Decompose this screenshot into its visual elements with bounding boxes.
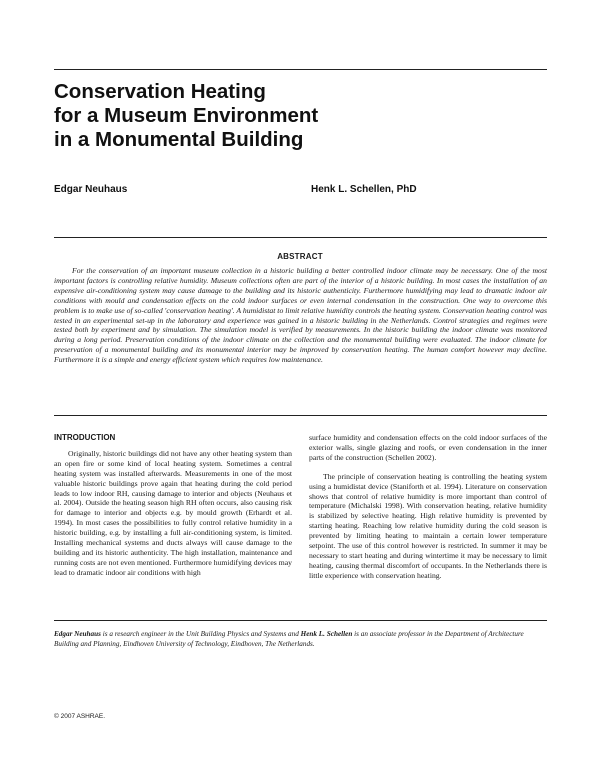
author-second: Henk L. Schellen, PhD [311, 184, 417, 195]
author-footnote [54, 630, 547, 649]
title-line-1: Conservation Heating [54, 80, 266, 103]
author-first: Edgar Neuhaus [54, 184, 128, 195]
title-line-2: for a Museum Environment [54, 104, 319, 127]
title-line-3: in a Monumental Building [54, 128, 304, 151]
copyright-notice: © 2007 ASHRAE. [54, 713, 106, 720]
intro-paragraph-2: The principle of conservation heating is controlling the heating system using a humidistat device (Staniforth et al. 1994). Literature on conservation shows that control of relative humidity is more important than control of temperature (Michalski 1998). With conservation heating, relative humidity is stabilized by selective heating. High relative humidity is prevented by starting heating. Reaching low relative humidity during the cold season is prevented by limiting heating to maintain a certain lower temperature setpoint. The use of this control however is restricted. In summer it may be necessary to start heating and during wintertime it may be necessary to limit heating, causing thermal discomfort of occupants. In the Netherlands there is little experience with conservation heating. [309, 471, 547, 580]
footnote-name-2: Henk L. Schellen [300, 630, 353, 638]
left-column [54, 433, 292, 578]
abstract-top-rule [54, 237, 547, 238]
footnote-text-1: is a research engineer in the Unit Building Physics and Systems and [100, 630, 301, 638]
footnote-rule [54, 620, 547, 621]
footnote-text-2: is an associate professor in the Department of Architecture Building and Planning, Eindhoven University of Technology, Eindhoven, The Netherlands. [54, 630, 524, 648]
abstract-text: For the conservation of an important museum collection in a historic building a better controlled indoor climate may be necessary. One of the most important factors is controlling relative humidity. Museum collections often are part of the interior of a historic building. In most cases the installation of an expensive air-conditioning system may cause damage to the building and its historic authenticity. Furthermore humidifying may lead to dramatic indoor air conditions with mould and condensation effects on the cold indoor surfaces or even internal condensation in the construction. One way to overcome this problem is to make use of so-called 'conservation heating'. A humidistat to limit relative humidity controls the heating system. Conservation heating control was tested in an experimental set-up in the laboratory and experience was gained in a historic building in the Netherlands. Control strategies and regimes were tested both by experiment and by simulation. The simulation model is verified by measurements. In the historic building the indoor climate was monitored during a long period. Preservation conditions of the indoor climate on the collection and the monumental building were evaluated. The indoor climate for preservation of a monumental building and its monumental interior may be improved by conservation heating. The human comfort however may decline. Furthermore it is a simple and energy efficient system which requires low maintenance. [54, 266, 547, 365]
intro-paragraph-1-continued: surface humidity and condensation effects on the cold indoor surfaces of the exterior walls, single glazing and roofs, or even condensation in the inner parts of the construction (Schellen 2002). [309, 433, 547, 462]
abstract-bottom-rule [54, 415, 547, 416]
abstract-heading: ABSTRACT [277, 252, 323, 261]
footnote-name-1: Edgar Neuhaus [54, 630, 101, 638]
intro-paragraph-1: Originally, historic buildings did not have any other heating system than an open fire or some kind of local heating system. Sometimes a central heating system was installed afterwards. Measurements in one of the most valuable historic buildings prove again that heating during the cold period leads to low indoor RH, causing damage to interior and objects (Neuhaus et al. 2004). Outside the heating season high RH often occurs, also causing risk for damage to interior and objects e.g. by mould growth (Erhardt et al. 1994). In most cases the possibilities to fully control relative humidity in a historic building, e.g. by installing a full air-conditioning system, is limited. Installing mechanical systems and ducts always will cause damage to the building and its historic authenticity. The high installation, maintenance and running costs are not even mentioned. Furthermore humidifying devices may lead to dramatic indoor air conditions with high [54, 448, 292, 577]
top-rule [54, 69, 547, 70]
right-column [309, 433, 547, 581]
paper-title [54, 80, 544, 152]
introduction-heading: INTRODUCTION [54, 433, 116, 442]
